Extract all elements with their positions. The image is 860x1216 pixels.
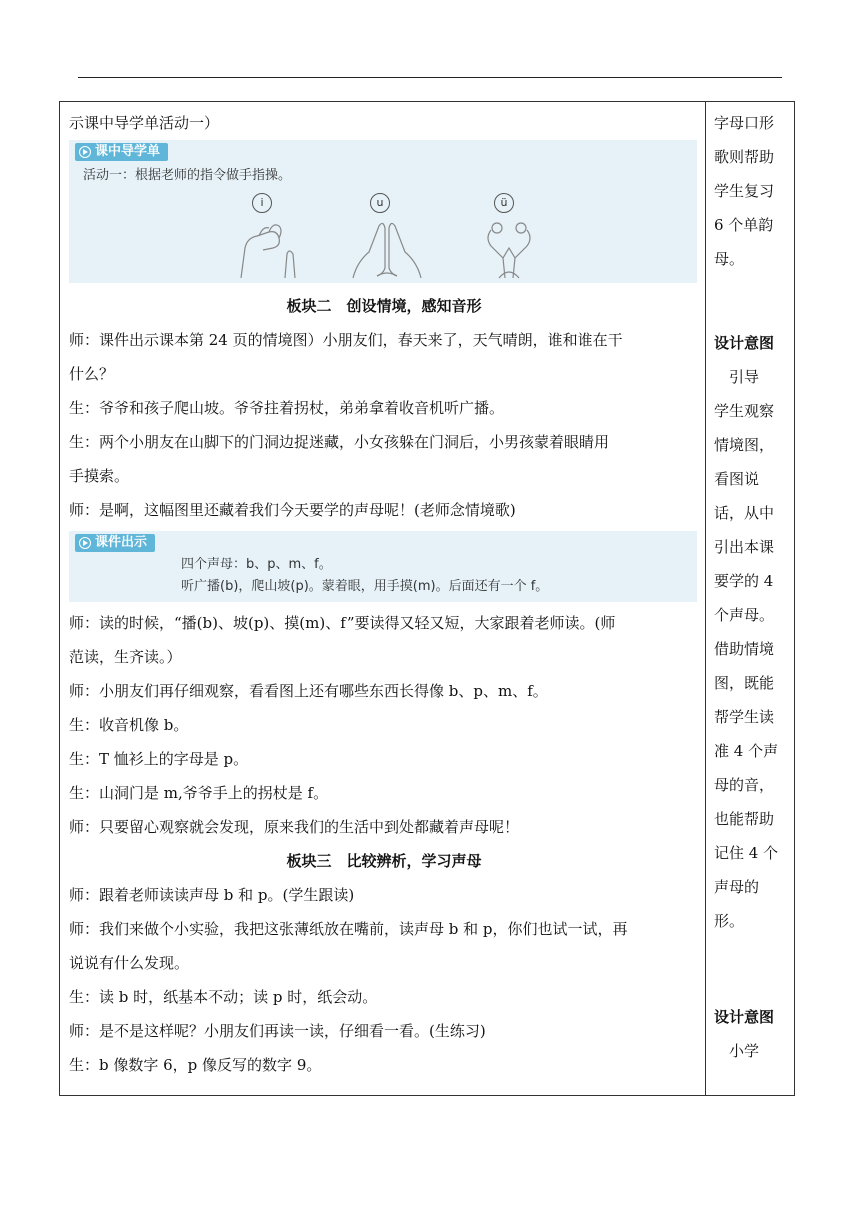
vowel-i-label: i [252,193,272,213]
design-intent-column [714,102,788,1068]
side-line: 要学的 4 [714,572,774,590]
side-line: 也能帮助 [714,810,775,828]
teaching-process-column [69,102,699,1082]
text-line: 师：跟着老师读读声母 b 和 p。(学生跟读) [69,886,355,904]
column-divider [705,102,706,1095]
hand-gesture-v-illustration [469,218,549,280]
side-line: 个声母。 [714,606,775,624]
text-line: 示课中导学单活动一） [69,114,220,132]
courseware-banner-label: 课件出示 [95,535,148,550]
guide-sheet-box [69,140,697,283]
courseware-banner [75,534,155,552]
side-line: 歌则帮助 [714,148,775,166]
lesson-plan-table [59,101,795,1096]
text-line: 生：两个小朋友在山脚下的门洞边捉迷藏，小女孩躲在门洞后，小男孩蒙着眼睛用 [69,433,610,451]
side-line: 声母的 [714,878,760,896]
side-line: 学生复习 [714,182,775,200]
vowel-u-label: u [370,193,390,213]
activity-instruction: 活动一：根据老师的指令做手指操。 [83,168,292,183]
text-line: 生：T 恤衫上的字母是 p。 [69,750,249,768]
text-line: 师：是啊，这幅图里还藏着我们今天要学的声母呢！(老师念情境歌) [69,501,516,519]
play-icon [79,146,91,158]
text-line: 生：山洞门是 m,爷爷手上的拐杖是 f。 [69,784,329,802]
text-line: 生：爷爷和孩子爬山坡。爷爷拄着拐杖，弟弟拿着收音机听广播。 [69,399,505,417]
side-line: 准 4 个声 [714,742,779,760]
side-line: 母的音， [714,776,775,794]
text-line: 范读，生齐读。） [69,648,182,666]
text-line: 师：读的时候，“播(b)、坡(p)、摸(m)、f”要读得又轻又短，大家跟着老师读。(师 [69,614,616,632]
courseware-box [69,531,697,602]
text-line: 师：我们来做个小实验，我把这张薄纸放在嘴前，读声母 b 和 p，你们也试一试，再 [69,920,628,938]
text-line: 师：课件出示课本第 24 页的情境图）小朋友们，春天来了，天气晴朗，谁和谁在干 [69,331,623,349]
guide-sheet-banner-label: 课中导学单 [95,144,161,159]
side-line: 小学 [714,1042,760,1060]
hand-gesture-u-illustration [347,218,427,280]
design-intent-heading: 设计意图 [714,1008,775,1026]
side-line: 字母口形 [714,114,775,132]
side-line: 帮学生读 [714,708,775,726]
text-line: 师：只要留心观察就会发现，原来我们的生活中到处都藏着声母呢！ [69,818,520,836]
courseware-line: 四个声母：b、p、m、f。 [181,557,332,572]
side-line: 形。 [714,912,745,930]
section-3-title: 板块三 比较辨析，学习声母 [286,852,482,870]
text-line: 什么？ [69,365,115,383]
text-line: 生：b 像数字 6，p 像反写的数字 9。 [69,1056,322,1074]
side-line: 情境图， [714,436,775,454]
text-line: 师：是不是这样呢？小朋友们再读一读，仔细看一看。(生练习) [69,1022,486,1040]
guide-sheet-banner [75,143,168,161]
side-line: 6 个单韵 [714,216,774,234]
side-line: 话，从中 [714,504,775,522]
side-line: 引出本课 [714,538,775,556]
design-intent-heading: 设计意图 [714,334,775,352]
side-line: 看图说 [714,470,760,488]
vowel-v-label: ü [494,193,514,213]
side-line: 母。 [714,250,745,268]
side-line: 记住 4 个 [714,844,779,862]
header-rule [78,77,782,78]
text-line: 生：收音机像 b。 [69,716,189,734]
side-line: 图，既能 [714,674,775,692]
courseware-line: 听广播(b)，爬山坡(p)。蒙着眼，用手摸(m)。后面还有一个 f。 [181,579,549,594]
text-line: 生：读 b 时，纸基本不动；读 p 时，纸会动。 [69,988,378,1006]
text-line: 手摸索。 [69,467,130,485]
text-line: 说说有什么发现。 [69,954,190,972]
side-line: 学生观察 [714,402,775,420]
section-2-title: 板块二 创设情境，感知音形 [286,297,482,315]
play-icon [79,537,91,549]
side-line: 借助情境 [714,640,775,658]
text-line: 师：小朋友们再仔细观察，看看图上还有哪些东西长得像 b、p、m、f。 [69,682,548,700]
hand-gesture-i-illustration [229,218,309,280]
side-line: 引导 [714,368,760,386]
